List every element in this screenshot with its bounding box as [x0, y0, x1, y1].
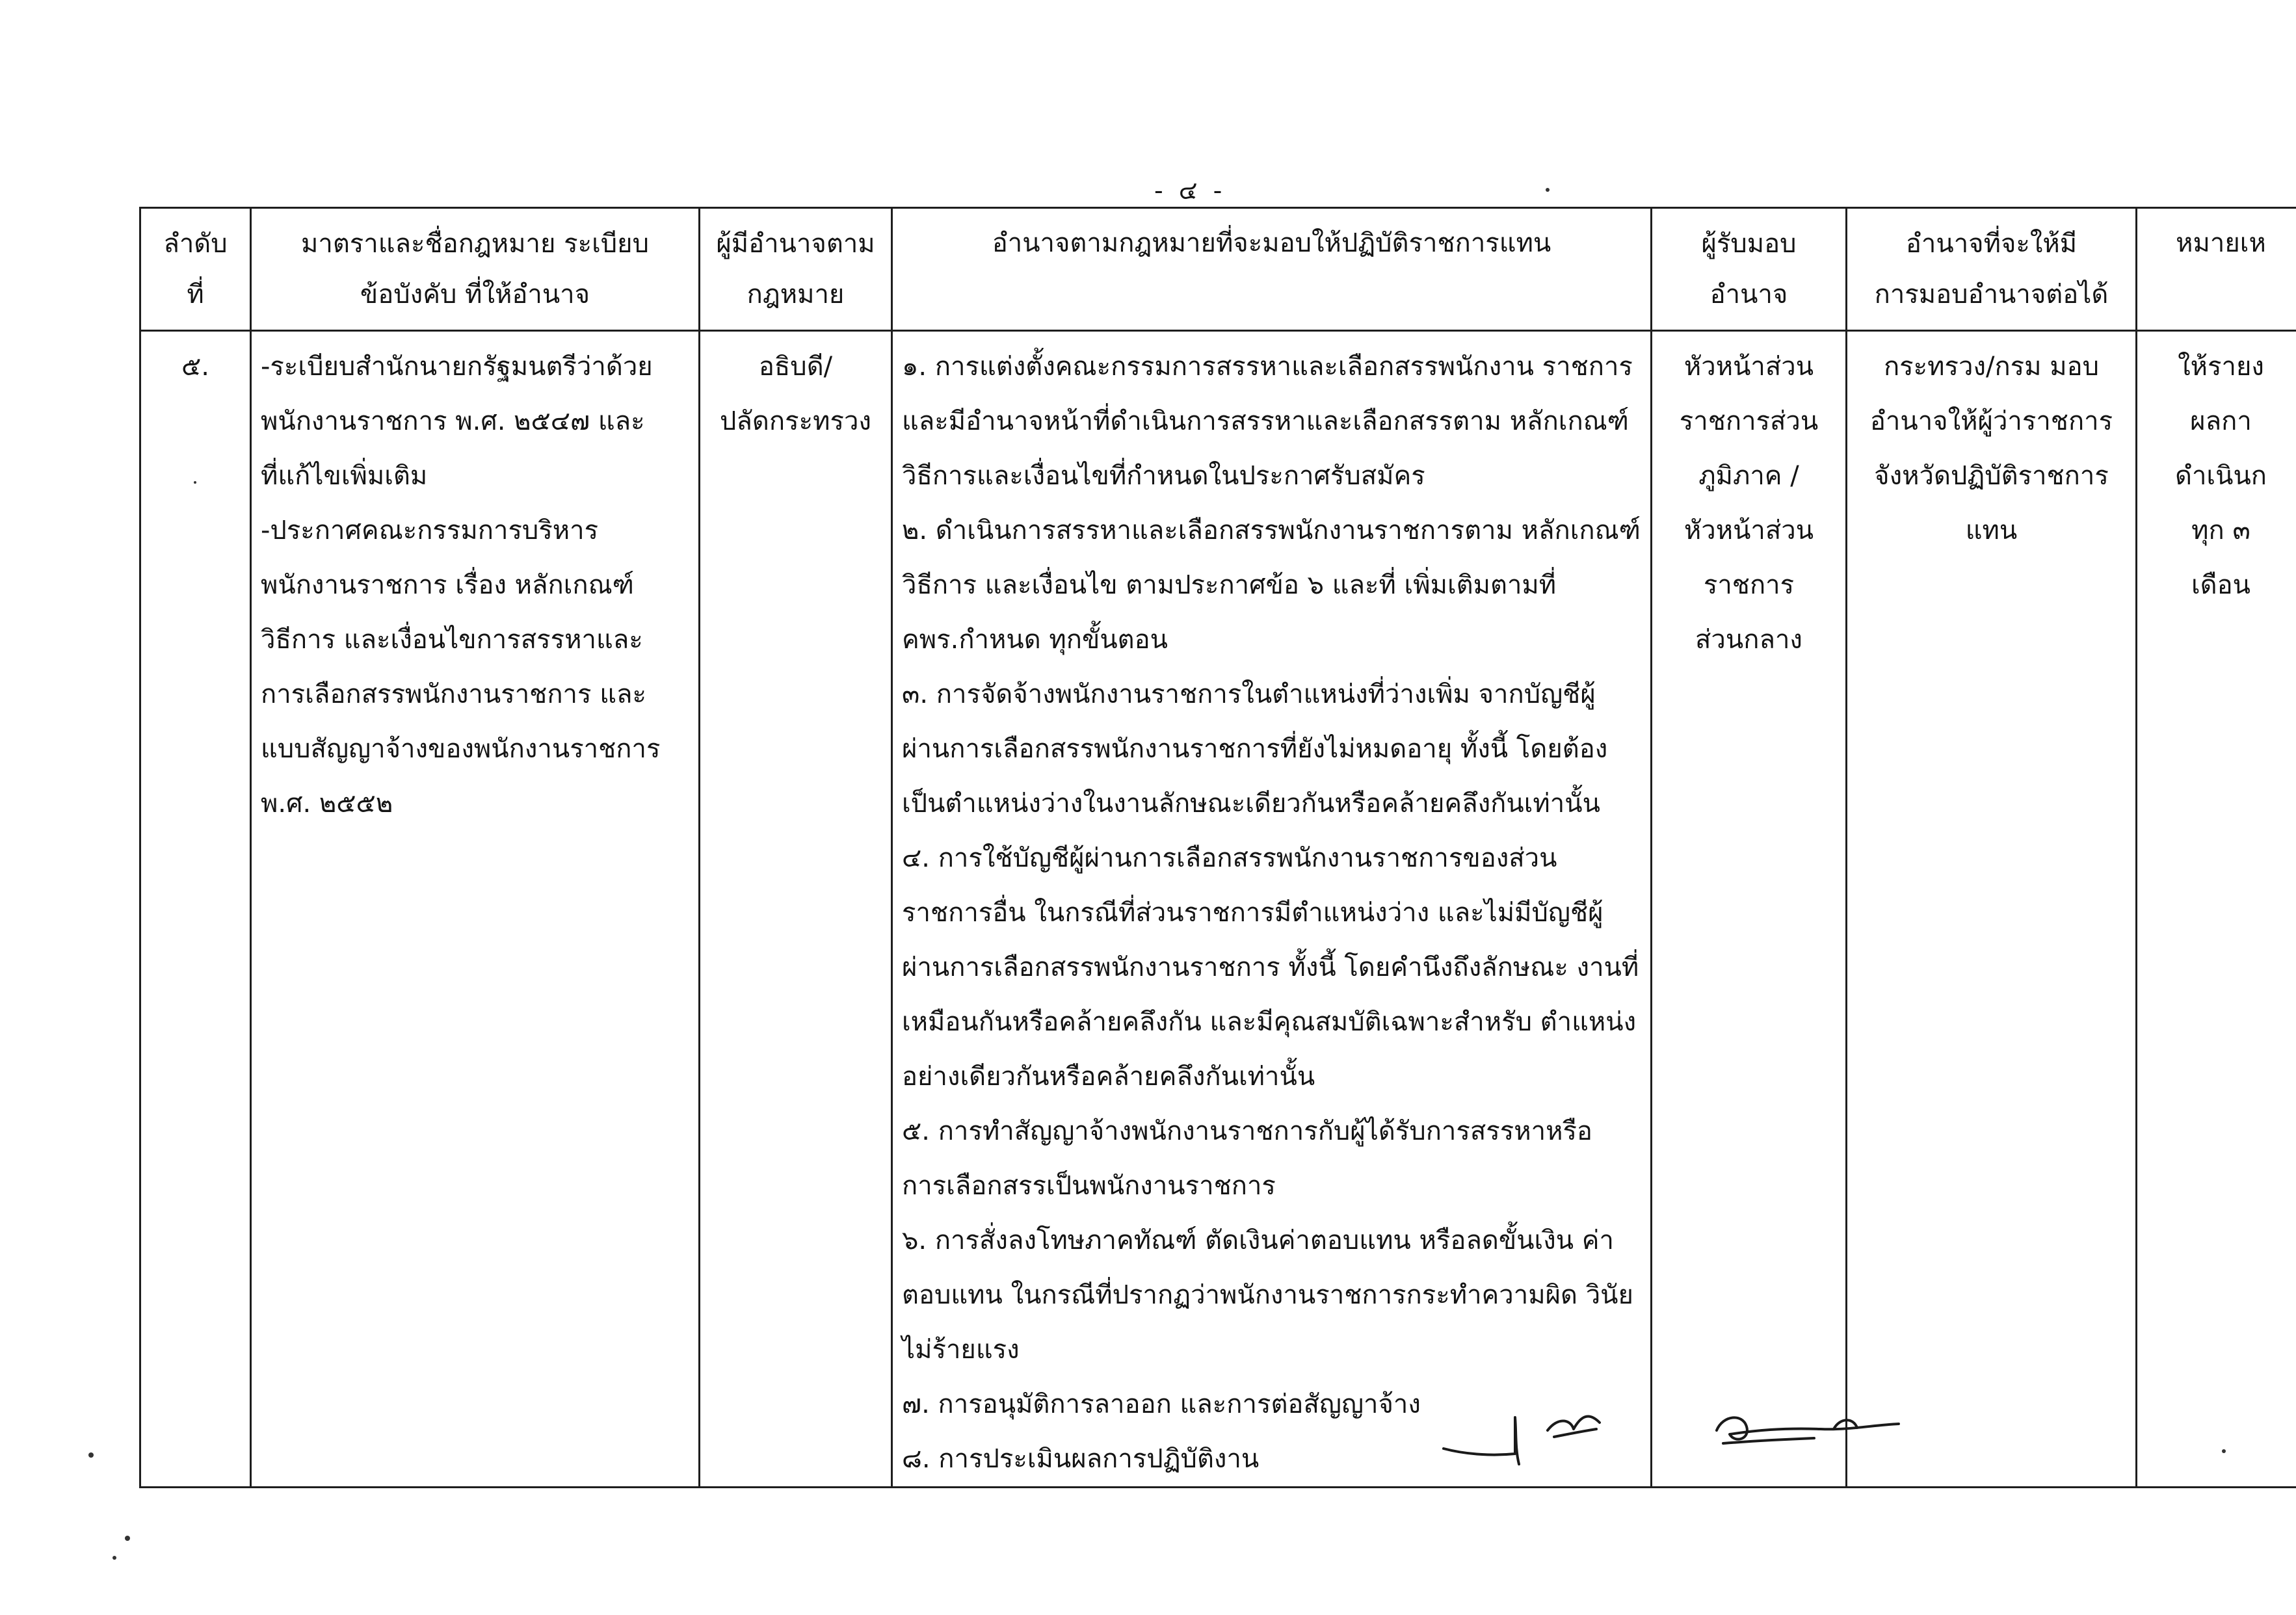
row-further-delegation: กระทรวง/กรม มอบ อำนาจให้ผู้ว่าราชการ จังหวัดปฏิบัติราชการ แทน: [1847, 331, 2137, 1488]
header-powers: อำนาจตามกฎหมายที่จะมอบให้ปฏิบัติราชการแทน: [892, 208, 1652, 331]
header-row: [140, 208, 2296, 331]
header-remark: หมายเห: [2137, 208, 2296, 331]
law-line: ที่แก้ไขเพิ่มเติม: [261, 461, 428, 491]
power-item: ๑. การแต่งตั้งคณะกรรมการสรรหาและเลือกสรรพนักงาน ราชการ และมีอำนาจหน้าที่ดำเนินการสรรหาและเลือกสรรตาม หลักเกณฑ์ วิธีการและเงื่อนไขที่กำหนดในประกาศรับสมัคร: [902, 352, 1633, 491]
table-row: [140, 331, 2296, 1488]
power-item: ๘. การประเมินผลการปฏิบัติงาน: [902, 1444, 1260, 1474]
power-item: ๔. การใช้บัญชีผู้ผ่านการเลือกสรรพนักงานราชการของส่วน ราชการอื่น ในกรณีที่ส่วนราชการมีตำแหน่งว่าง และไม่มีบัญชีผู้ ผ่านการเลือกสรรพนักงานราชการ ทั้งนี้ โดยคำนึงถึงลักษณะ งานที่เหมือนกันหรือคล้ายคลึงกัน และมีคุณสมบัติเฉพาะสำหรับ ตำแหน่งอย่างเดียวกันหรือคล้ายคลึงกันเท่านั้น: [902, 843, 1639, 1092]
header-recipient: ผู้รับมอบ อำนาจ: [1652, 208, 1847, 331]
header-further-delegation: อำนาจที่จะให้มี การมอบอำนาจต่อได้: [1847, 208, 2137, 331]
power-item: ๒. ดำเนินการสรรหาและเลือกสรรพนักงานราชการตาม หลักเกณฑ์ วิธีการ และเงื่อนไข ตามประกาศข้อ ๖ และที่ เพิ่มเติมตามที่ คพร.กำหนด ทุกขั้นตอน: [902, 516, 1641, 655]
handwritten-signatures: [1418, 1391, 1912, 1482]
row-law: [251, 331, 700, 1488]
law-line: แบบสัญญาจ้างของพนักงานราชการ: [261, 734, 661, 764]
law-line: พ.ศ. ๒๕๕๒: [261, 789, 393, 819]
law-line: -ประกาศคณะกรรมการบริหาร: [261, 516, 599, 545]
row-authority: อธิบดี/ ปลัดกระทรวง: [700, 331, 892, 1488]
law-line: -ระเบียบสำนักนายกรัฐมนตรีว่าด้วย: [261, 352, 653, 382]
law-line: วิธีการ และเงื่อนไขการสรรหาและ: [261, 625, 643, 655]
law-line: การเลือกสรรพนักงานราชการ และ: [261, 679, 646, 709]
law-line: พนักงานราชการ พ.ศ. ๒๕๔๗ และ: [261, 406, 645, 436]
power-item: ๗. การอนุมัติการลาออก และการต่อสัญญาจ้าง: [902, 1389, 1421, 1419]
row-recipient: หัวหน้าส่วน ราชการส่วน ภูมิภาค / หัวหน้าส่วน ราชการ ส่วนกลาง: [1652, 331, 1847, 1488]
law-line: พนักงานราชการ เรื่อง หลักเกณฑ์: [261, 570, 634, 600]
header-authority: ผู้มีอำนาจตาม กฎหมาย: [700, 208, 892, 331]
row-powers: [892, 331, 1652, 1488]
row-remark: ให้รายง ผลกา ดำเนินก ทุก ๓ เดือน: [2137, 331, 2296, 1488]
row-seq: ๕.: [140, 331, 251, 1488]
power-item: ๓. การจัดจ้างพนักงานราชการในตำแหน่งที่ว่างเพิ่ม จากบัญชีผู้ ผ่านการเลือกสรรพนักงานราชการที่ยังไม่หมดอายุ ทั้งนี้ โดยต้อง เป็นตำแหน่งว่างในงานลักษณะเดียวกันหรือคล้ายคลึงกันเท่านั้น: [902, 679, 1608, 819]
header-law: มาตราและชื่อกฎหมาย ระเบียบ ข้อบังคับ ที่ให้อำนาจ: [251, 208, 700, 331]
header-seq: ลำดับ ที่: [140, 208, 251, 331]
power-item: ๕. การทำสัญญาจ้างพนักงานราชการกับผู้ได้รับการสรรหาหรือ การเลือกสรรเป็นพนักงานราชการ: [902, 1116, 1592, 1201]
delegation-table: [139, 207, 2296, 1488]
page-number: - ๔ -: [1154, 176, 1226, 205]
power-item: ๖. การสั่งลงโทษภาคทัณฑ์ ตัดเงินค่าตอบแทน หรือลดขั้นเงิน ค่าตอบแทน ในกรณีที่ปรากฏว่าพนักงานราชการกระทำความผิด วินัยไม่ร้ายแรง: [902, 1226, 1633, 1365]
